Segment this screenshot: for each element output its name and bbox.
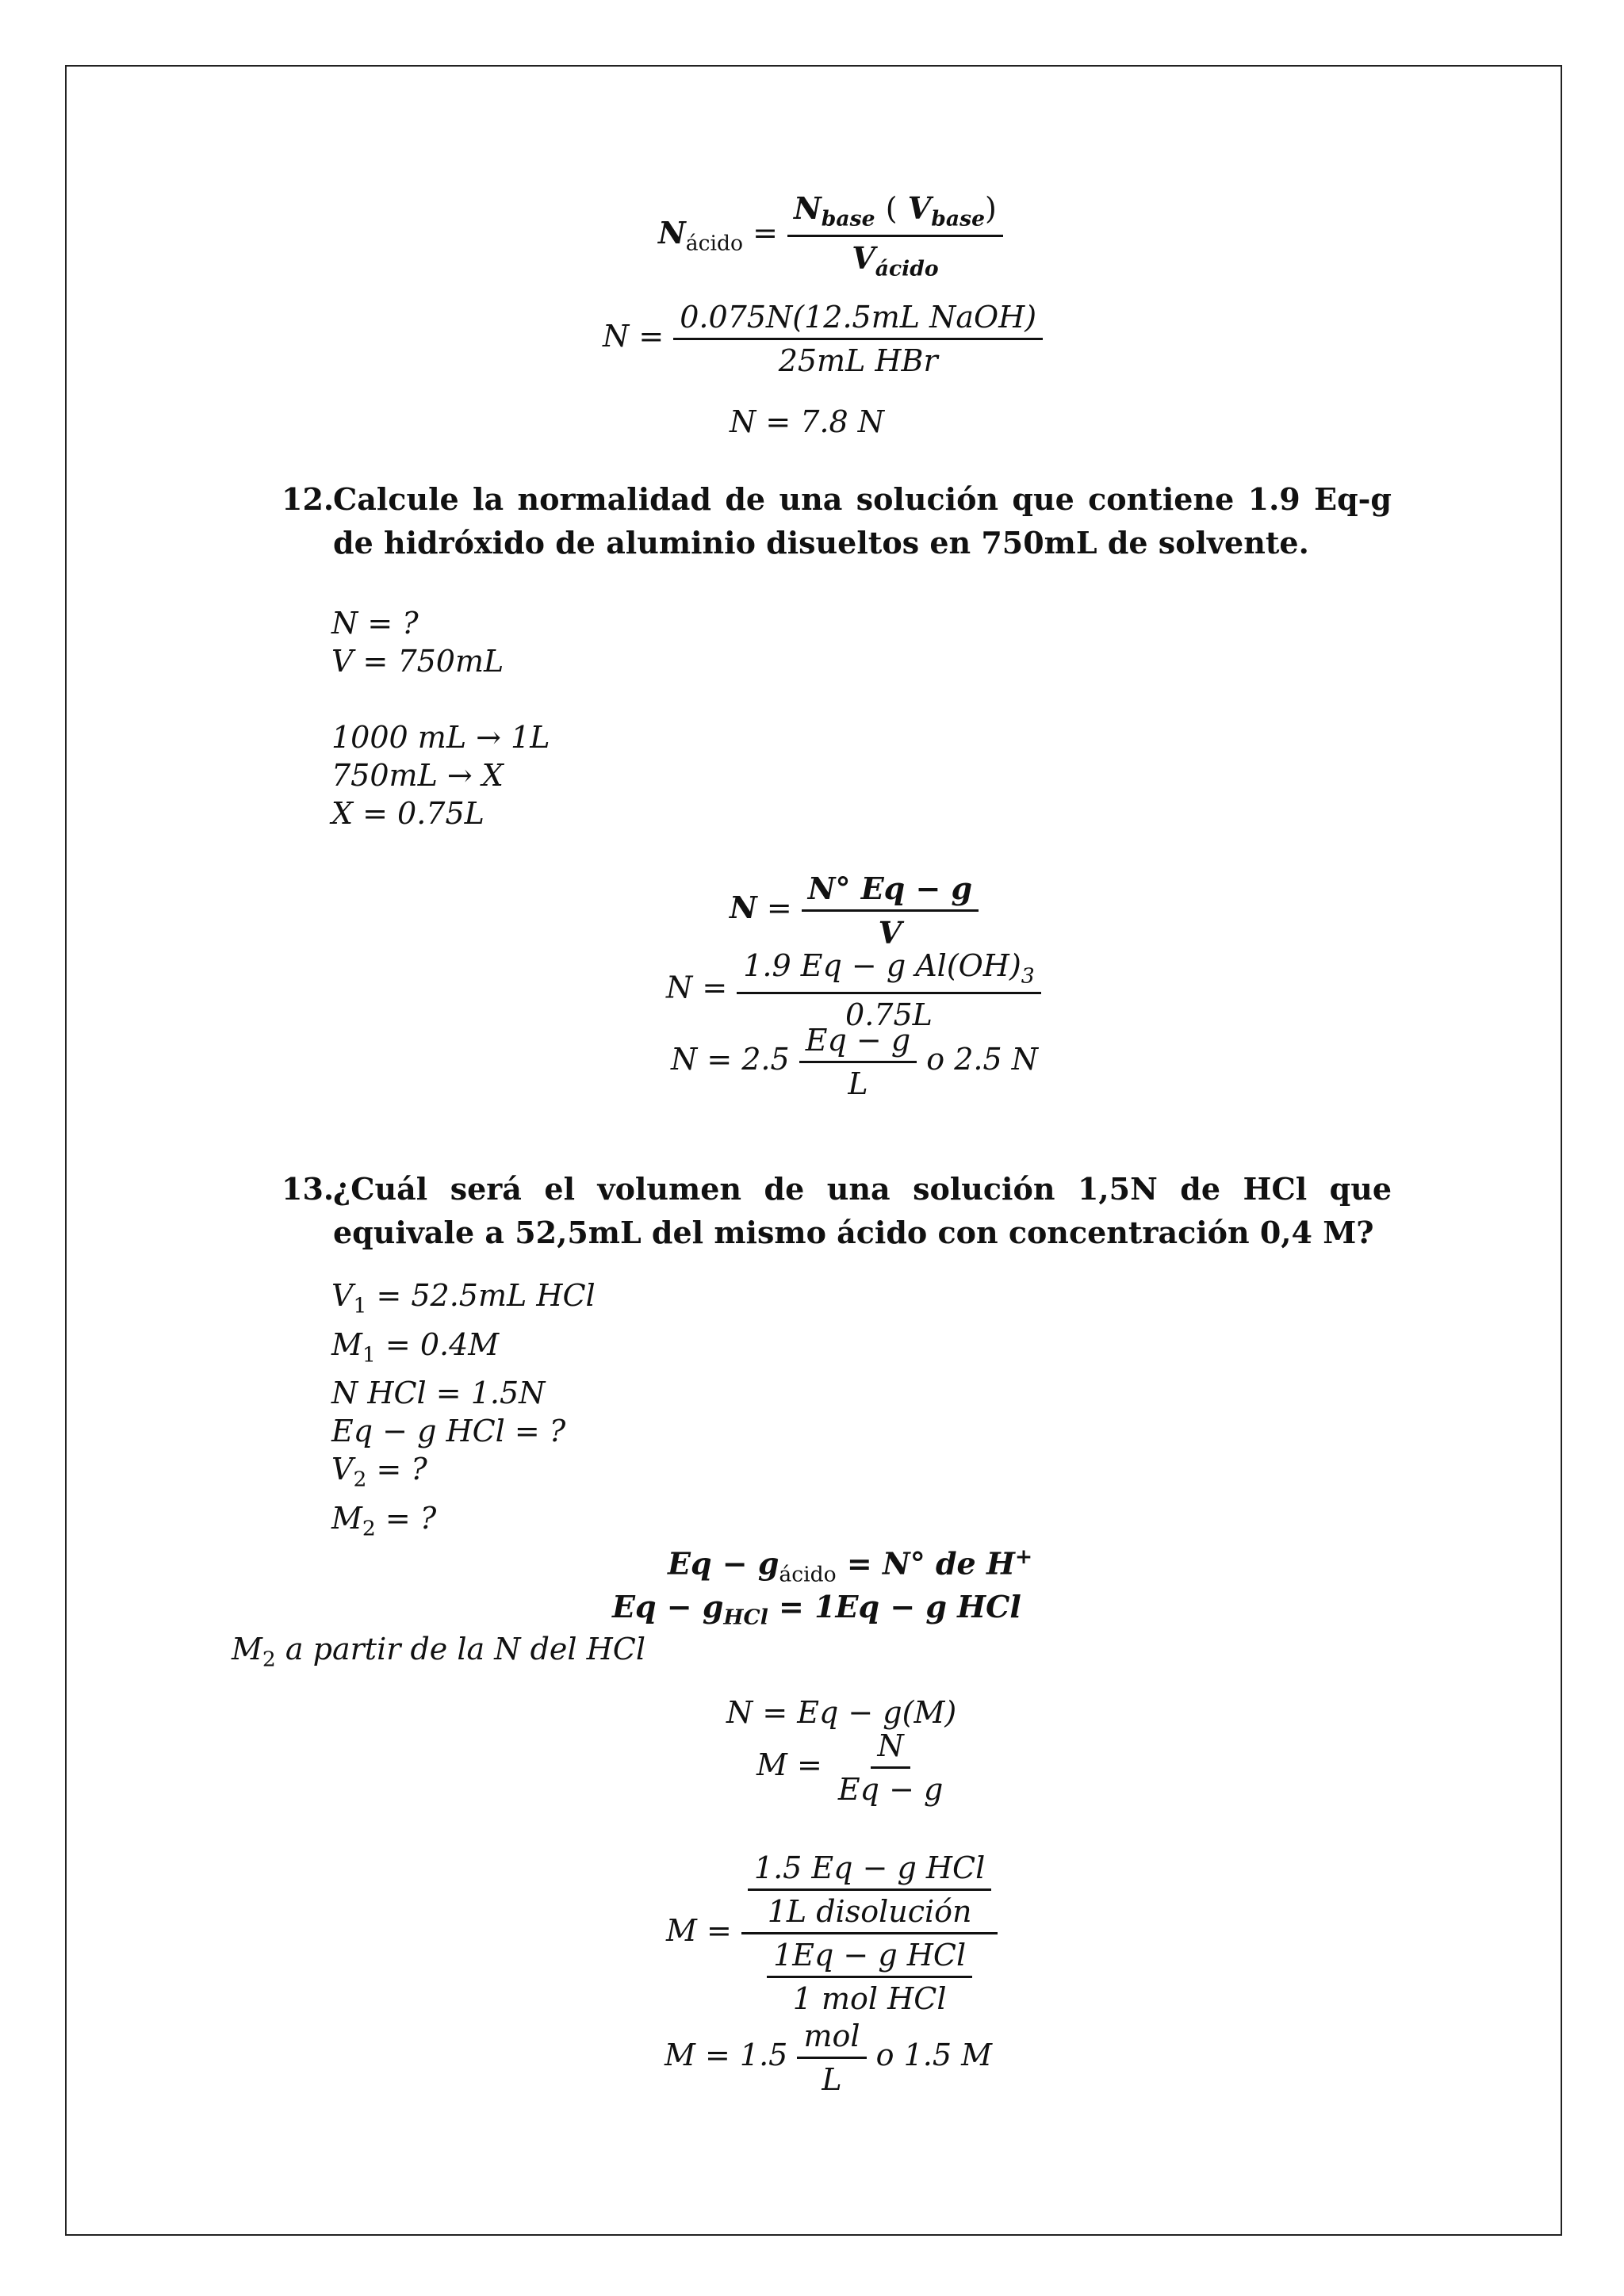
q12-conversion-list bbox=[331, 718, 550, 832]
data-line: N = ? bbox=[331, 606, 419, 641]
question-number: 13. bbox=[282, 1171, 335, 1207]
formula-normality-substitution: N = $\frac{\text{0.075N(12.5mL NaOH)}}{\text{25mL HBr}}$ bbox=[603, 300, 1043, 378]
data-line: V = 750mL bbox=[331, 644, 504, 679]
question-12 bbox=[282, 477, 1392, 564]
formula-m-from-n: M = $\frac{N}{Eq - g}$ bbox=[756, 1728, 944, 1807]
question-number: 12. bbox=[282, 481, 335, 517]
conversion-line: X = 0.75L bbox=[331, 796, 485, 831]
q12-data-list bbox=[331, 604, 504, 680]
conversion-line: 1000 mL → 1L bbox=[331, 720, 550, 755]
question-text: ¿Cuál será el volumen de una solución 1,5N de HCl que equivale a 52,5mL del mismo ácido con concentración 0,4 M? bbox=[333, 1171, 1392, 1250]
formula-n-eq-g-m: N = Eq − g(M) bbox=[726, 1695, 957, 1730]
question-13 bbox=[282, 1167, 1392, 1254]
formula-eq-g-acid: $Eq - g_{ácido} = N^\circ$ de H+ bbox=[668, 1544, 1033, 1587]
data-line: $V_1 = 52.5mL$ HCl bbox=[331, 1278, 596, 1318]
q13-data-list bbox=[331, 1276, 596, 1548]
formula-q12-substitution: N = $\frac{1.9 Eq - g Al(OH)_3}{0.75L}$ bbox=[666, 948, 1041, 1032]
question-text: Calcule la normalidad de una solución que contiene 1.9 Eq-g de hidróxido de aluminio disueltos en 750mL de solvente. bbox=[333, 481, 1392, 561]
data-line: N HCl = 1.5N bbox=[331, 1376, 546, 1411]
formula-eq-g-hcl: $Eq - g_{HCl} = 1Eq - g$ HCl bbox=[612, 1589, 1021, 1630]
formula-q12-result: N = 2.5 $\frac{Eq - g}{L}$ o 2.5 N bbox=[671, 1023, 1038, 1101]
formula-m-compound-fraction: M = $\frac{\frac{\text{1.5 Eq − g HCl}}{\text{1L disolución}}}{\frac{\text{1Eq − g HCl}}{\text{1 mol HCl}}}$ bbox=[666, 1850, 998, 2016]
data-line: $V_2$ = ? bbox=[331, 1452, 427, 1492]
formula-normality-result: N = 7.8 N bbox=[730, 404, 885, 439]
data-line: Eq − g HCl = ? bbox=[331, 1414, 566, 1449]
formula-normality-acid: $N_{ácido}$ = $\frac{N_{base} ( V_{base})}{V_{ácido}}$ bbox=[658, 190, 1003, 281]
data-line: $M_2$ = ? bbox=[331, 1500, 437, 1541]
data-line: $M_1 = 0.4M$ bbox=[331, 1326, 500, 1368]
formula-normality-definition: N = $\frac{N^\circ Eq - g}{V}$ bbox=[730, 871, 979, 951]
formula-q13-result: M = 1.5 $\frac{\text{mol}}{L}$ o 1.5 M bbox=[665, 2019, 992, 2097]
note-m2: $M_2$ a partir de la N del HCl bbox=[232, 1632, 645, 1672]
conversion-line: 750mL → X bbox=[331, 758, 504, 793]
